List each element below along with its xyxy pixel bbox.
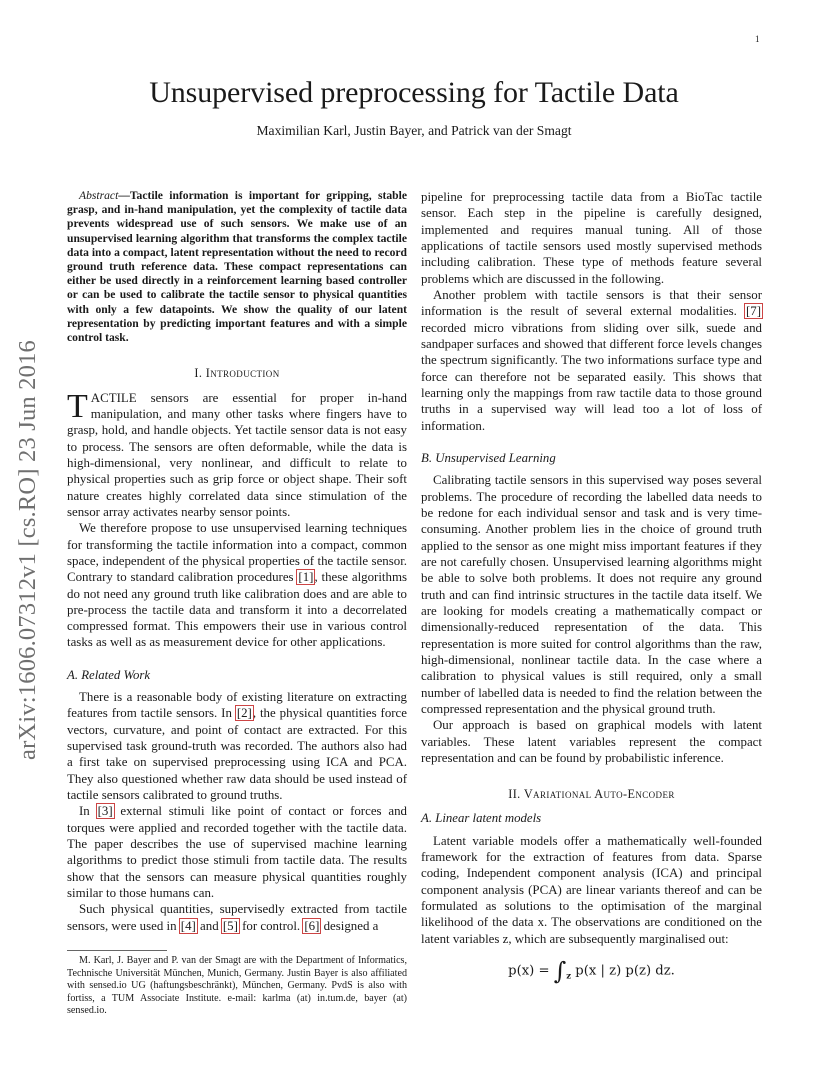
- citation-link-4[interactable]: [4]: [180, 918, 196, 933]
- citation-link-7[interactable]: [7]: [745, 304, 761, 319]
- equation-rhs: p(x | z) p(z) dz.: [571, 963, 675, 979]
- subsection-heading-related-work: A. Related Work: [67, 667, 151, 682]
- section-heading-introduction: I. Introduction: [194, 366, 280, 381]
- related-p1-part-a: There is a reasonable body of existing literature on extracting features from tactile sensors. In: [67, 690, 407, 721]
- integral-subscript: z: [566, 971, 572, 982]
- related-p2-part-b: external stimuli like point of contact or forces and torques were applied and recorded together with the tactile data. The paper describes the use of supervised machine learning algorithms to predict those stimuli from tactile data. The results show that the sensors can measure physical quantities roughly similar to those humans can.: [67, 804, 407, 901]
- page-number: 1: [755, 34, 760, 44]
- right-p2-part-a: Another problem with tactile sensors is that their sensor information is the result of several external modalities.: [421, 287, 762, 319]
- right-p2-part-b: recorded micro vibrations from sliding over silk, suede and sandpaper surfaces and showed that different force levels changes the spectrum significantly. The two informations surface type and force can therefore not be separated easily. This shows that learning only the mappings from raw tactile data to those ground truths in a supervised way will lead too a lot of loss of information.: [421, 320, 762, 433]
- abstract-text: —Tactile information is important for gripping, stable grasp, and in-hand manipulation, yet the complexity of tactile data prevents widespread use of such sensors. We make use of an unsupervised learning algorithm that transforms the complex tactile data into a compact, latent representation without the need to record ground truth reference data. These compact representations can either be used directly in a reinforcement learning based controller or can be used to calibrate the tactile sensor to physical quantities with only a few datapoints. We show the quality of our latent representation by predicting important features and with a simple control task.: [67, 189, 407, 345]
- intro-p2-part-a: We therefore propose to use unsupervised learning techniques for transforming the tactile information into a compact, common space, independent of the physical properties of the tactile sensor. Contrary to standard calibration procedures: [67, 521, 407, 585]
- intro-p2-part-b: , these algorithms do not need any ground truth like calibration does and are able to pre-process the tactile data and transform it into a decorrelated compressed format. This empowers their use in various control tasks as well as as measurement device for other applications.: [67, 570, 407, 650]
- related-p1-part-b: , the physical quantities force vectors, curvature, and point of contact are extracted. For this supervised task ground-truth was recorded. The authors also had a first take on supervised preprocessing using ICA and PCA. They also questioned whether raw data should be used instead of tactile sensors calibrated to ground truths.: [67, 706, 408, 803]
- related-p3-part-a: Such physical quantities, supervisedly extracted from tactile sensors, were used in: [67, 902, 407, 933]
- right-column: [421, 189, 762, 985]
- subsection-heading-unsupervised-learning: B. Unsupervised Learning: [421, 450, 556, 465]
- citation-link-2[interactable]: [2]: [236, 706, 252, 721]
- footnote-divider: [67, 950, 167, 951]
- subsection-heading-linear-latent-models: A. Linear latent models: [421, 811, 542, 826]
- related-p3-and: and: [196, 918, 222, 933]
- abstract: [67, 189, 407, 345]
- section-heading-vae: II. Variational Auto-Encoder: [508, 787, 675, 802]
- related-p3-for-control: for control.: [238, 918, 304, 933]
- intro-paragraph-2: [67, 520, 407, 651]
- unsupervised-paragraph-2: Our approach is based on graphical models with latent variables. These latent variables represent the compact representation and can be found by probabilistic inference.: [421, 718, 762, 765]
- unsupervised-paragraph-1: Calibrating tactile sensors in this supervised way poses several problems. The procedure of recording the labelled data needs to be redone for each individual sensor and task and is very time-consuming. Another problem lies in the choice of ground truth applied to the sensor as one might miss important features if they are not carefully chosen. Unsupervised learning algorithms might be able to solve both problems. It does not require any ground truth and can find intrinsic structures in the tactile data itself. We are looking for models creating a mathematically compact or dimensionally-reduced representation of the data. This representation is more suited for control algorithms than the raw, high-dimensional, nonlinear tactile data. In the case where a calibration to physical values is still required, only a small number of labelled data is needed to find the relation between the compressed representation and the physical ground truth.: [421, 473, 762, 716]
- related-paragraph-2: [67, 803, 407, 901]
- marginal-likelihood-equation: [421, 957, 762, 986]
- related-paragraph-3: [67, 901, 407, 934]
- right-paragraph-1: pipeline for preprocessing tactile data from a BioTac tactile sensor. Each step in the pipeline is carefully designed, implemented and requires manual tuning. All of those applications of tactile sensors used mostly supervised methods including calibration. These type of methods feature several problems which are discussed in the following.: [421, 190, 762, 286]
- intro-paragraph-1-text: ACTILE sensors are essential for proper in-hand manipulation, and many other tasks where fingers have to grasp, hold, and handle objects. Yet tactile sensor data is not easy to process. The sensors are often deformable, while the data is high-dimensional, very nonlinear, and difficult to relate to physical properties such as grip force or object shape. Their soft nature creates highly correlated data since stimulation of the sensor array activates nearby sensor points.: [67, 390, 407, 519]
- linear-models-paragraph: Latent variable models offer a mathematically well-founded framework for the extraction of features from data. Sparse coding, Independent component analysis (ICA) and principal component analysis (PCA) are linear variants thereof and can be formulated as solutions to the optimisation of the marginal likelihood of the data x. The observations are conditioned on the latent variables z, which are subsequently marginalised out:: [421, 833, 762, 946]
- arxiv-identifier-sidebar[interactable]: arXiv:1606.07312v1 [cs.RO] 23 Jun 2016: [14, 340, 41, 760]
- drop-cap: T: [67, 387, 88, 425]
- citation-link-5[interactable]: [5]: [222, 918, 238, 933]
- equation-lhs: p(x) =: [508, 963, 554, 979]
- intro-paragraph-1: [67, 387, 407, 521]
- abstract-lead: Abstract: [79, 189, 119, 202]
- paper-authors: Maximilian Karl, Justin Bayer, and Patrick van der Smagt: [256, 123, 572, 138]
- citation-link-1[interactable]: [1]: [298, 570, 314, 585]
- integral-symbol: ∫: [553, 957, 567, 986]
- related-paragraph-1: [67, 689, 407, 803]
- citation-link-3[interactable]: [3]: [97, 804, 113, 819]
- affiliation-footnote: M. Karl, J. Bayer and P. van der Smagt are with the Department of Informatics, Technische Universität München, Munich, Germany. Justin Bayer is also affiliated with sensed.io UG (haftungsbeschränkt), München, Germany. PvdS is also with fortiss, a TUM Associate Institute. e-mail: karlma (at) in.tum.de, bayer (at) sensed.io.: [67, 955, 407, 1017]
- paper-title: Unsupervised preprocessing for Tactile Data: [149, 76, 679, 109]
- right-paragraph-2: [421, 287, 762, 434]
- citation-link-6[interactable]: [6]: [304, 918, 320, 933]
- related-p2-part-a: In: [79, 804, 97, 819]
- related-p3-part-b: designed a: [320, 918, 379, 933]
- left-column: [67, 189, 407, 1018]
